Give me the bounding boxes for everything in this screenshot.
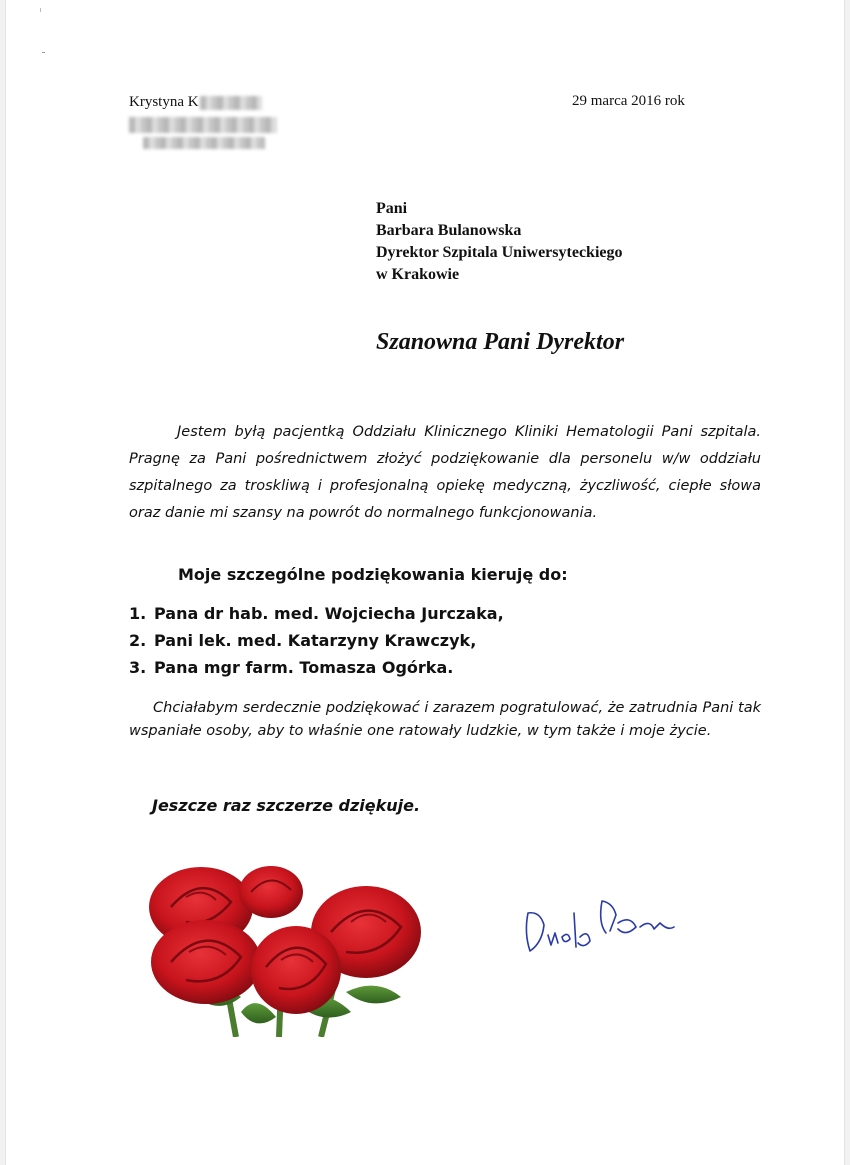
scan-artifact <box>42 52 45 53</box>
addressee-line: Barbara Bulanowska <box>376 222 522 239</box>
list-number: 2. <box>129 631 147 650</box>
sender-name: Krystyna K <box>129 94 199 110</box>
list-number: 3. <box>129 658 147 677</box>
letter-page <box>6 0 844 1165</box>
roses-image <box>131 852 431 1037</box>
list-item <box>129 600 504 627</box>
redacted-address-line <box>129 117 277 133</box>
addressee-line: Pani <box>376 200 408 217</box>
thanks-heading: Moje szczególne podziękowania kieruję do: <box>178 565 568 584</box>
list-number: 1. <box>129 604 147 623</box>
closing-paragraph: Chciałabym serdecznie podziękować i zarazem pogratulować, że zatrudnia Pani tak wspaniałe osoby, aby to właśnie one ratowały ludzkie, w tym także i moje życie. <box>129 700 761 739</box>
addressee-block <box>376 198 622 286</box>
redacted-address-line <box>143 137 265 149</box>
list-text: Pana dr hab. med. Wojciecha Jurczaka, <box>154 604 504 623</box>
letter-date: 29 marca 2016 rok <box>572 93 685 109</box>
addressee-line: w Krakowie <box>376 266 460 283</box>
addressee-line: Dyrektor Szpitala Uniwersyteckiego <box>376 244 623 261</box>
sender-block <box>129 92 277 149</box>
thanks-list <box>129 600 504 681</box>
list-text: Pani lek. med. Katarzyny Krawczyk, <box>154 631 477 650</box>
salutation: Szanowna Pani Dyrektor <box>376 329 625 355</box>
list-item <box>129 627 504 654</box>
final-thanks: Jeszcze raz szczerze dziękuje. <box>152 796 421 815</box>
scan-artifact <box>40 8 41 12</box>
list-text: Pana mgr farm. Tomasza Ogórka. <box>154 658 454 677</box>
redacted-surname <box>200 96 262 110</box>
body-paragraph: Jestem byłą pacjentką Oddziału Klinicznego Kliniki Hematologii Pani szpitala. Pragnę za Pani pośrednictwem złożyć podziękowanie dla personelu w/w oddziału szpitalnego za troskliwą i profesjonalną opiekę medyczną, życzliwość, ciepłe słowa oraz danie mi szansy na powrót do normalnego funkcjonowania. <box>129 424 761 521</box>
list-item <box>129 654 504 681</box>
handwritten-signature <box>518 893 684 963</box>
